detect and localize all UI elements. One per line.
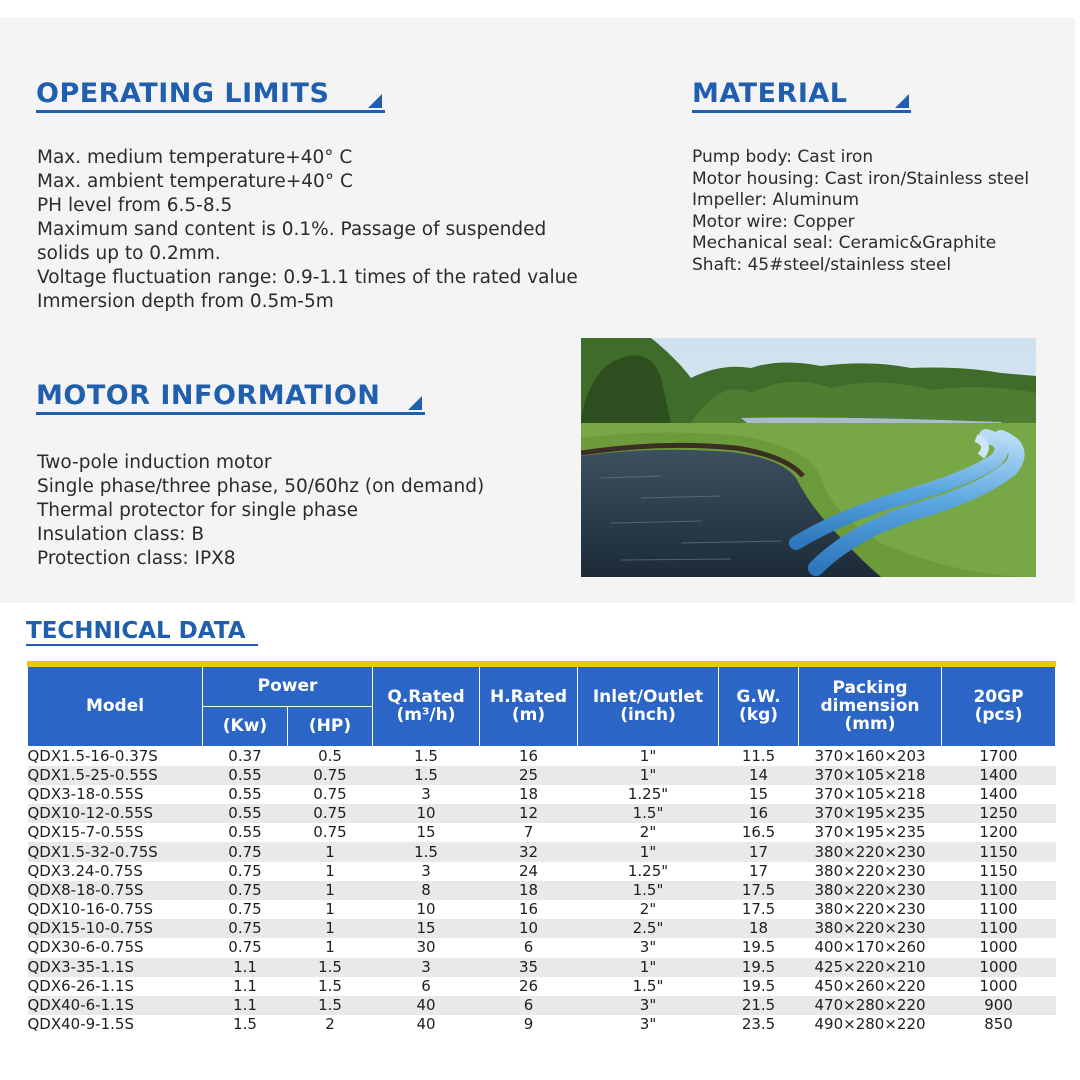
cell-packing: 470×280×220: [799, 996, 942, 1015]
cell-packing: 400×170×260: [799, 938, 942, 957]
cell-model: QDX3.24-0.75S: [28, 862, 203, 881]
cell-model: QDX1.5-25-0.55S: [28, 766, 203, 785]
operating-limits-list: [37, 146, 578, 314]
cell-hp: 0.75: [288, 823, 373, 842]
cell-20gp: 1250: [942, 804, 1056, 823]
cell-gw: 19.5: [719, 938, 799, 957]
cell-20gp: 1000: [942, 958, 1056, 977]
cell-hp: 0.75: [288, 804, 373, 823]
cell-20gp: 1100: [942, 919, 1056, 938]
cell-inlet-outlet: 3": [578, 938, 719, 957]
cell-20gp: 1700: [942, 746, 1056, 766]
cell-h-rated: 6: [480, 938, 578, 957]
header-inlet-outlet: Inlet/Outlet (inch): [578, 664, 719, 746]
cell-h-rated: 9: [480, 1015, 578, 1034]
motor-information-title: MOTOR INFORMATION: [36, 380, 381, 411]
cell-gw: 16.5: [719, 823, 799, 842]
header-gw: G.W. (kg): [719, 664, 799, 746]
cell-gw: 16: [719, 804, 799, 823]
cell-gw: 14: [719, 766, 799, 785]
cell-q-rated: 15: [373, 919, 480, 938]
cell-20gp: 1100: [942, 900, 1056, 919]
table-row: [28, 938, 1056, 957]
table-row: [28, 881, 1056, 900]
list-item: Two-pole induction motor: [37, 452, 272, 473]
cell-model: QDX3-35-1.1S: [28, 958, 203, 977]
cell-hp: 1: [288, 919, 373, 938]
cell-inlet-outlet: 1": [578, 766, 719, 785]
cell-gw: 19.5: [719, 977, 799, 996]
operating-limits-title: OPERATING LIMITS: [36, 78, 330, 109]
cell-gw: 23.5: [719, 1015, 799, 1034]
cell-20gp: 1200: [942, 823, 1056, 842]
cell-q-rated: 10: [373, 804, 480, 823]
cell-packing: 370×195×235: [799, 823, 942, 842]
cell-model: QDX1.5-32-0.75S: [28, 842, 203, 861]
cell-model: QDX15-10-0.75S: [28, 919, 203, 938]
cell-h-rated: 18: [480, 881, 578, 900]
header-q-rated: Q.Rated (m³/h): [373, 664, 480, 746]
cell-inlet-outlet: 2.5": [578, 919, 719, 938]
cell-inlet-outlet: 1.5": [578, 881, 719, 900]
cell-q-rated: 40: [373, 996, 480, 1015]
table-row: [28, 746, 1056, 766]
cell-q-rated: 1.5: [373, 766, 480, 785]
cell-hp: 0.75: [288, 766, 373, 785]
header-h-rated: H.Rated (m): [480, 664, 578, 746]
cell-20gp: 850: [942, 1015, 1056, 1034]
list-item: Immersion depth from 0.5m-5m: [37, 291, 334, 312]
cell-q-rated: 6: [373, 977, 480, 996]
cell-kw: 0.55: [203, 766, 288, 785]
cell-hp: 1.5: [288, 977, 373, 996]
cell-q-rated: 30: [373, 938, 480, 957]
table-row: [28, 1015, 1056, 1034]
cell-kw: 1.5: [203, 1015, 288, 1034]
cell-hp: 1: [288, 842, 373, 861]
list-item: Shaft: 45#steel/stainless steel: [692, 254, 952, 275]
cell-gw: 15: [719, 785, 799, 804]
cell-packing: 370×105×218: [799, 766, 942, 785]
list-item: Max. ambient temperature+40° C: [37, 171, 353, 192]
list-item: solids up to 0.2mm.: [37, 243, 221, 264]
cell-inlet-outlet: 2": [578, 823, 719, 842]
cell-hp: 1.5: [288, 996, 373, 1015]
cell-hp: 1: [288, 881, 373, 900]
list-item: Single phase/three phase, 50/60hz (on demand): [37, 476, 485, 497]
cell-kw: 0.55: [203, 785, 288, 804]
cell-h-rated: 26: [480, 977, 578, 996]
cell-h-rated: 6: [480, 996, 578, 1015]
list-item: Mechanical seal: Ceramic&Graphite: [692, 233, 997, 253]
cell-20gp: 1150: [942, 842, 1056, 861]
cell-packing: 370×105×218: [799, 785, 942, 804]
cell-kw: 0.75: [203, 938, 288, 957]
list-item: Pump body: Cast iron: [692, 147, 874, 167]
cell-packing: 380×220×230: [799, 842, 942, 861]
cell-packing: 380×220×230: [799, 919, 942, 938]
list-item: Protection class: IPX8: [37, 548, 236, 569]
cell-h-rated: 10: [480, 919, 578, 938]
cell-packing: 380×220×230: [799, 900, 942, 919]
cell-kw: 0.75: [203, 881, 288, 900]
cell-packing: 450×260×220: [799, 977, 942, 996]
cell-inlet-outlet: 1.5": [578, 977, 719, 996]
cell-kw: 0.55: [203, 804, 288, 823]
list-item: Thermal protector for single phase: [37, 500, 358, 521]
cell-model: QDX10-12-0.55S: [28, 804, 203, 823]
cell-20gp: 1100: [942, 881, 1056, 900]
list-item: Voltage fluctuation range: 0.9-1.1 times of the rated value: [37, 267, 578, 288]
header-kw: (Kw): [203, 706, 288, 746]
cell-q-rated: 3: [373, 958, 480, 977]
table-row: [28, 842, 1056, 861]
corner-triangle-icon: [895, 94, 909, 108]
cell-q-rated: 8: [373, 881, 480, 900]
cell-inlet-outlet: 3": [578, 1015, 719, 1034]
cell-kw: 1.1: [203, 977, 288, 996]
technical-data-title: TECHNICAL DATA: [26, 618, 246, 644]
cell-kw: 0.75: [203, 842, 288, 861]
cell-gw: 19.5: [719, 958, 799, 977]
header-20gp: 20GP (pcs): [942, 664, 1056, 746]
motor-information-rule: [36, 412, 425, 415]
technical-data-table: [27, 661, 1056, 1034]
cell-gw: 17: [719, 842, 799, 861]
cell-packing: 425×220×210: [799, 958, 942, 977]
header-model: Model: [28, 664, 203, 746]
header-packing: Packing dimension (mm): [799, 664, 942, 746]
cell-h-rated: 16: [480, 900, 578, 919]
cell-gw: 17: [719, 862, 799, 881]
table-row: [28, 958, 1056, 977]
cell-model: QDX1.5-16-0.37S: [28, 746, 203, 766]
cell-packing: 380×220×230: [799, 862, 942, 881]
cell-model: QDX15-7-0.55S: [28, 823, 203, 842]
material-list: [692, 147, 1029, 276]
cell-model: QDX40-9-1.5S: [28, 1015, 203, 1034]
corner-triangle-icon: [368, 94, 382, 108]
cell-h-rated: 12: [480, 804, 578, 823]
cell-h-rated: 18: [480, 785, 578, 804]
cell-q-rated: 1.5: [373, 746, 480, 766]
cell-20gp: 900: [942, 996, 1056, 1015]
list-item: Motor housing: Cast iron/Stainless steel: [692, 168, 1030, 189]
cell-packing: 370×160×203: [799, 746, 942, 766]
list-item: Maximum sand content is 0.1%. Passage of suspended: [37, 219, 547, 240]
cell-inlet-outlet: 1": [578, 958, 719, 977]
material-rule: [692, 110, 911, 113]
cell-gw: 18: [719, 919, 799, 938]
cell-q-rated: 15: [373, 823, 480, 842]
list-item: PH level from 6.5-8.5: [37, 195, 233, 216]
cell-gw: 17.5: [719, 881, 799, 900]
cell-inlet-outlet: 1.25": [578, 862, 719, 881]
cell-q-rated: 10: [373, 900, 480, 919]
cell-h-rated: 24: [480, 862, 578, 881]
table-row: [28, 996, 1056, 1015]
table-row: [28, 766, 1056, 785]
cell-q-rated: 3: [373, 862, 480, 881]
cell-inlet-outlet: 1": [578, 746, 719, 766]
cell-packing: 370×195×235: [799, 804, 942, 823]
cell-hp: 1.5: [288, 958, 373, 977]
table-row: [28, 804, 1056, 823]
cell-inlet-outlet: 1.25": [578, 785, 719, 804]
header-hp: (HP): [288, 706, 373, 746]
corner-triangle-icon: [408, 396, 422, 410]
cell-kw: 0.75: [203, 862, 288, 881]
cell-gw: 11.5: [719, 746, 799, 766]
motor-information-list: [37, 451, 484, 571]
list-item: Insulation class: B: [37, 524, 205, 545]
cell-inlet-outlet: 2": [578, 900, 719, 919]
cell-hp: 0.5: [288, 746, 373, 766]
table-row: [28, 900, 1056, 919]
cell-kw: 1.1: [203, 996, 288, 1015]
cell-model: QDX8-18-0.75S: [28, 881, 203, 900]
cell-q-rated: 1.5: [373, 842, 480, 861]
cell-kw: 0.55: [203, 823, 288, 842]
table-row: [28, 823, 1056, 842]
cell-kw: 0.75: [203, 919, 288, 938]
cell-model: QDX30-6-0.75S: [28, 938, 203, 957]
cell-h-rated: 25: [480, 766, 578, 785]
cell-packing: 380×220×230: [799, 881, 942, 900]
cell-h-rated: 32: [480, 842, 578, 861]
cell-20gp: 1400: [942, 766, 1056, 785]
cell-h-rated: 35: [480, 958, 578, 977]
pond-hose-photo: [581, 338, 1036, 577]
table-row: [28, 919, 1056, 938]
cell-h-rated: 7: [480, 823, 578, 842]
cell-20gp: 1000: [942, 938, 1056, 957]
cell-20gp: 1400: [942, 785, 1056, 804]
cell-model: QDX10-16-0.75S: [28, 900, 203, 919]
cell-hp: 0.75: [288, 785, 373, 804]
cell-model: QDX6-26-1.1S: [28, 977, 203, 996]
table-row: [28, 862, 1056, 881]
cell-hp: 1: [288, 900, 373, 919]
cell-model: QDX3-18-0.55S: [28, 785, 203, 804]
cell-inlet-outlet: 1.5": [578, 804, 719, 823]
header-power: Power: [203, 664, 373, 706]
list-item: Max. medium temperature+40° C: [37, 147, 353, 168]
cell-20gp: 1150: [942, 862, 1056, 881]
cell-20gp: 1000: [942, 977, 1056, 996]
cell-h-rated: 16: [480, 746, 578, 766]
list-item: Motor wire: Copper: [692, 211, 855, 232]
table-row: [28, 785, 1056, 804]
cell-packing: 490×280×220: [799, 1015, 942, 1034]
material-title: MATERIAL: [692, 78, 848, 109]
cell-kw: 1.1: [203, 958, 288, 977]
cell-q-rated: 3: [373, 785, 480, 804]
cell-hp: 1: [288, 938, 373, 957]
cell-kw: 0.37: [203, 746, 288, 766]
cell-kw: 0.75: [203, 900, 288, 919]
cell-inlet-outlet: 1": [578, 842, 719, 861]
cell-gw: 21.5: [719, 996, 799, 1015]
cell-q-rated: 40: [373, 1015, 480, 1034]
cell-hp: 1: [288, 862, 373, 881]
table-row: [28, 977, 1056, 996]
cell-gw: 17.5: [719, 900, 799, 919]
list-item: Impeller: Aluminum: [692, 190, 860, 210]
cell-hp: 2: [288, 1015, 373, 1034]
technical-data-rule: [26, 644, 258, 646]
cell-model: QDX40-6-1.1S: [28, 996, 203, 1015]
operating-limits-rule: [36, 110, 385, 113]
cell-inlet-outlet: 3": [578, 996, 719, 1015]
